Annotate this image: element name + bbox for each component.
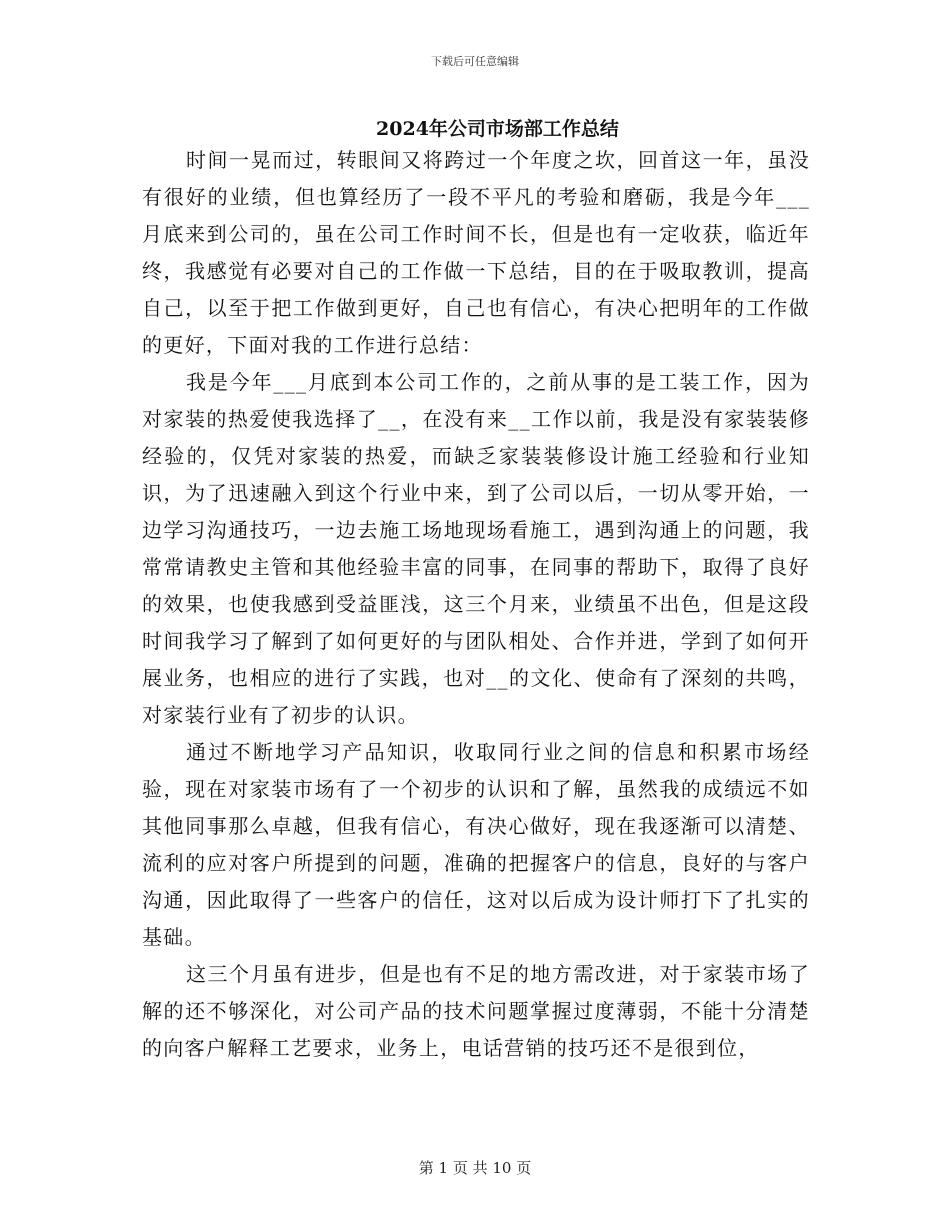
paragraph-1: 时间一晃而过，转眼间又将跨过一个年度之坎，回首这一年，虽没有很好的业绩，但也算经历了一段不平凡的考验和磨砺，我是今年___月底来到公司的，虽在公司工作时间不长，但是也有一定收获，临近年终，我感觉有必要对自己的工作做一下总结，目的在于吸取教训，提高自己，以至于把工作做到更好，自己也有信心，有决心把明年的工作做的更好，下面对我的工作进行总结： bbox=[142, 148, 810, 357]
paragraph-2: 我是今年___月底到本公司工作的，之前从事的是工装工作，因为对家装的热爱使我选择了__，在没有来__工作以前，我是没有家装装修经验的，仅凭对家装的热爱，而缺乏家装装修设计施工经验和行业知识，为了迅速融入到这个行业中来，到了公司以后，一切从零开始，一边学习沟通技巧，一边去施工场地现场看施工，遇到沟通上的问题，我常常请教史主管和其他经验丰富的同事，在同事的帮助下，取得了良好的效果，也使我感到受益匪浅，这三个月来，业绩虽不出色，但是这段时间我学习了解到了如何更好的与团队相处、合作并进，学到了如何开展业务，也相应的进行了实践，也对__的文化、使命有了深刻的共鸣，对家装行业有了初步的认识。 bbox=[142, 370, 810, 727]
document-title: 2024年公司市场部工作总结 bbox=[376, 118, 619, 140]
paragraph-4: 这三个月虽有进步，但是也有不足的地方需改进，对于家装市场了解的还不够深化，对公司产品的技术问题掌握过度薄弱，不能十分清楚的向客户解释工艺要求，业务上，电话营销的技巧还不是很到位， bbox=[142, 962, 810, 1060]
document-body bbox=[142, 142, 810, 1067]
header-note: 下载后可任意编辑 bbox=[431, 55, 519, 68]
paragraph-3: 通过不断地学习产品知识，收取同行业之间的信息和积累市场经验，现在对家装市场有了一个初步的认识和了解，虽然我的成绩远不如其他同事那么卓越，但我有信心，有决心做好，现在我逐渐可以清楚、流利的应对客户所提到的问题，准确的把握客户的信息，良好的与客户沟通，因此取得了一些客户的信任，这对以后成为设计师打下了扎实的基础。 bbox=[142, 740, 810, 949]
page-number: 第 1 页 共 10 页 bbox=[418, 1159, 532, 1177]
